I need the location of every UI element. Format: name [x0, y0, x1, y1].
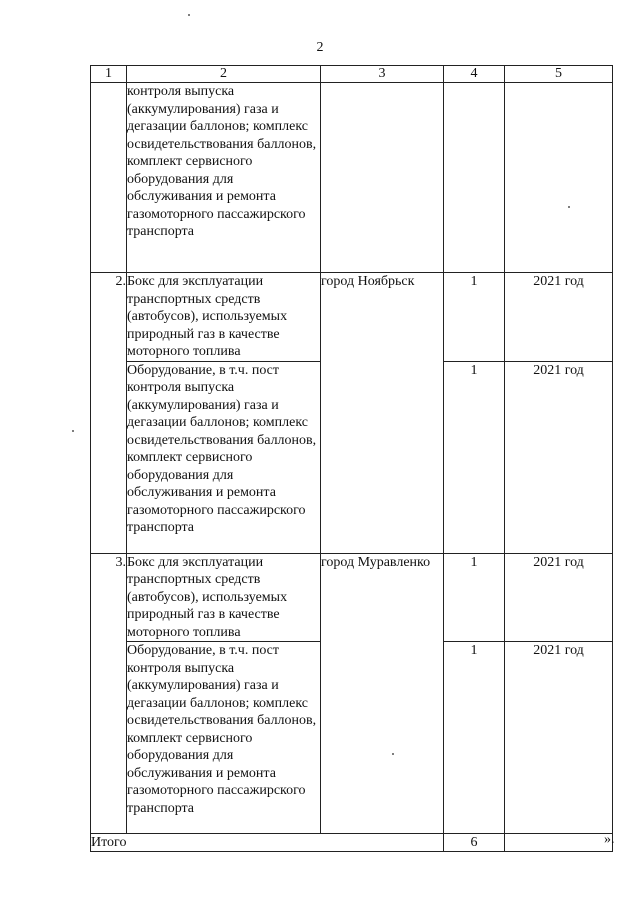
item-year	[505, 83, 613, 273]
equipment-table	[90, 65, 613, 852]
item-quantity: 1	[444, 361, 505, 553]
item-year: 2021 год	[505, 553, 613, 642]
table-row	[91, 273, 613, 362]
table-header-row	[91, 66, 613, 83]
item-year: 2021 год	[505, 642, 613, 834]
closing-quote: ».	[604, 832, 615, 847]
row-number: 2.	[91, 273, 127, 554]
scan-speck	[188, 14, 190, 16]
total-year	[505, 834, 613, 852]
row-number	[91, 83, 127, 273]
item-name: Бокс для эксплуатации транспортных средств (автобусов), используемых природный газ в качестве моторного топлива	[127, 273, 321, 362]
col-header-5: 5	[505, 66, 613, 83]
item-name: Оборудование, в т.ч. пост контроля выпуска (аккумулирования) газа и дегазации баллонов; комплекс освидетельствования баллонов, комплект сервисного оборудования для обслуживания и ремонта газомоторного пассажирского транспорта	[127, 642, 321, 834]
col-header-4: 4	[444, 66, 505, 83]
total-quantity: 6	[444, 834, 505, 852]
row-number: 3.	[91, 553, 127, 834]
table-row	[91, 83, 613, 273]
item-quantity: 1	[444, 553, 505, 642]
col-header-3: 3	[321, 66, 444, 83]
item-quantity: 1	[444, 642, 505, 834]
scan-speck	[392, 753, 394, 755]
item-name: контроля выпуска (аккумулирования) газа и дегазации баллонов; комплекс освидетельствования баллонов, комплект сервисного оборудования для обслуживания и ремонта газомоторного пассажирского транспорта	[127, 83, 321, 273]
scan-speck	[568, 206, 570, 208]
item-quantity: 1	[444, 273, 505, 362]
total-row	[91, 834, 613, 852]
item-year: 2021 год	[505, 273, 613, 362]
scan-speck	[72, 430, 74, 432]
table-row	[91, 553, 613, 642]
item-place: город Муравленко	[321, 553, 444, 834]
item-name: Бокс для эксплуатации транспортных средств (автобусов), используемых природный газ в качестве моторного топлива	[127, 553, 321, 642]
page-number: 2	[316, 40, 324, 55]
item-name: Оборудование, в т.ч. пост контроля выпуска (аккумулирования) газа и дегазации баллонов; комплекс освидетельствования баллонов, комплект сервисного оборудования для обслуживания и ремонта газомоторного пассажирского транспорта	[127, 361, 321, 553]
item-year: 2021 год	[505, 361, 613, 553]
col-header-2: 2	[127, 66, 321, 83]
item-quantity	[444, 83, 505, 273]
total-label: Итого	[91, 834, 444, 852]
item-place	[321, 83, 444, 273]
col-header-1: 1	[91, 66, 127, 83]
item-place: город Ноябрьск	[321, 273, 444, 554]
